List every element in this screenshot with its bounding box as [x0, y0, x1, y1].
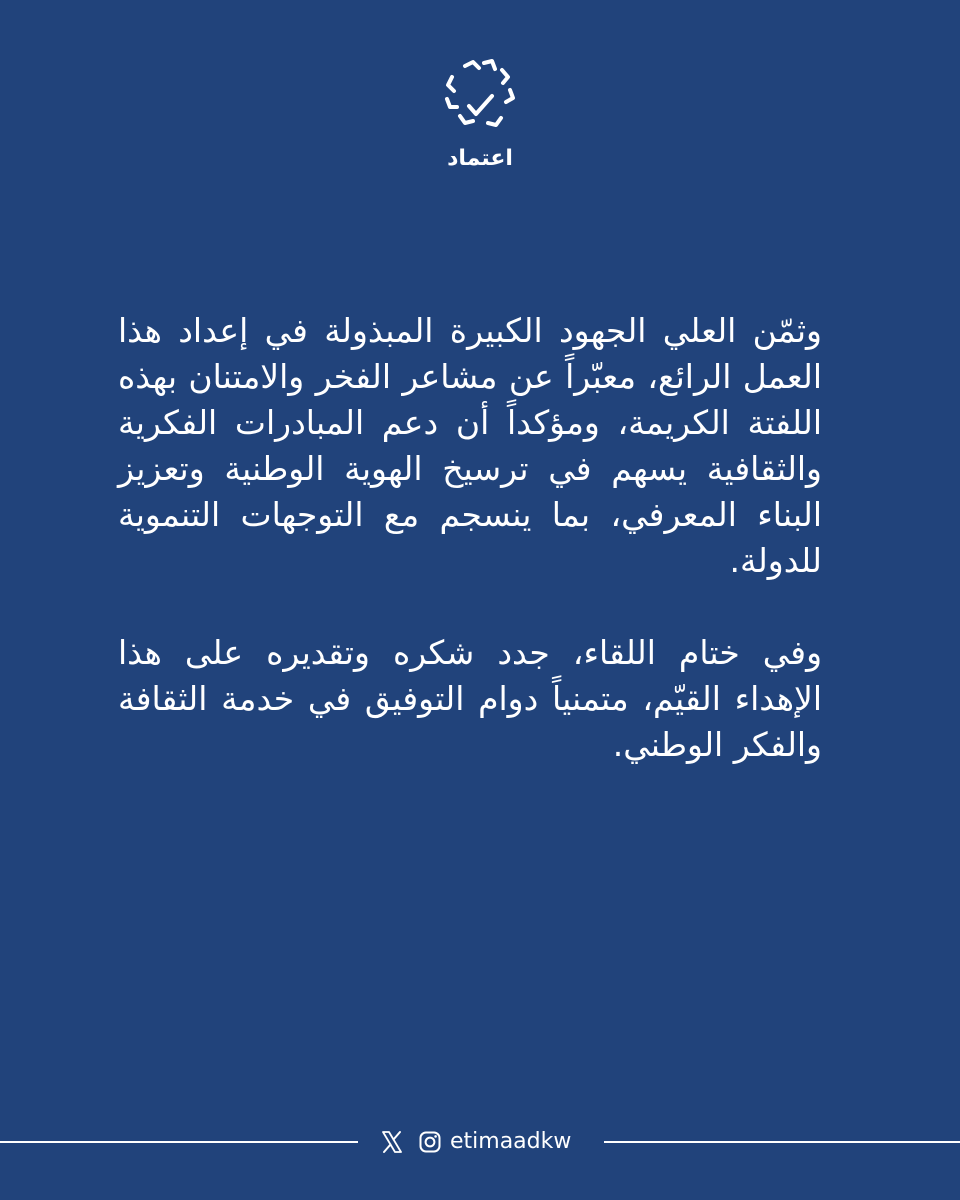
- x-icon[interactable]: [380, 1130, 404, 1154]
- article-paragraph: وثمّن العلي الجهود الكبيرة المبذولة في إعداد هذا العمل الرائع، معبّراً عن مشاعر الفخر والامتنان بهذه اللفتة الكريمة، ومؤكداً أن دعم المبادرات الفكرية والثقافية يسهم في ترسيخ الهوية الوطنية وتعزيز البناء المعرفي، بما ينسجم مع التوجهات التنموية للدولة.: [118, 311, 822, 580]
- social-handle[interactable]: etimaadkw: [450, 1129, 572, 1154]
- brand-logo: [0, 52, 960, 171]
- article-body: [118, 308, 822, 768]
- etimaad-check-star-icon: [438, 52, 522, 136]
- instagram-icon[interactable]: [418, 1130, 442, 1154]
- brand-name: اعتماد: [447, 146, 513, 171]
- article-paragraph: وفي ختام اللقاء، جدد شكره وتقديره على هذا الإهداء القيّم، متمنياً دوام التوفيق في خدمة الثقافة والفكر الوطني.: [118, 633, 822, 764]
- footer: [0, 1124, 960, 1160]
- footer-divider: [0, 1141, 358, 1143]
- social-links: [380, 1124, 571, 1160]
- footer-divider: [604, 1141, 960, 1143]
